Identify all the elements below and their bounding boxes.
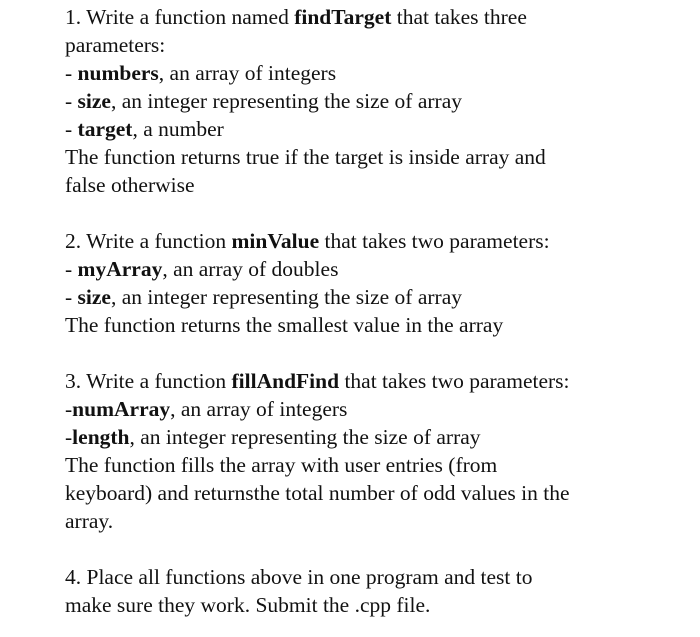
q2-param-size (65, 283, 685, 311)
spacer (65, 199, 685, 227)
q3-param-numarray (65, 395, 685, 423)
q4-line-2: make sure they work. Submit the .cpp file. (65, 593, 431, 617)
q2-param-desc: , an integer representing the size of array (110, 285, 462, 309)
q3-return-line-2: keyboard) and returnsthe total number of odd values in the (65, 481, 570, 505)
q1-param-numbers (65, 59, 685, 87)
q1-function-name: findTarget (294, 5, 392, 29)
q1-param-size (65, 87, 685, 115)
q2-heading-line (65, 227, 685, 255)
q1-intro-tail: that takes three (391, 5, 527, 29)
q3-return-line-3: array. (65, 509, 114, 533)
q3-param-dash: - (65, 397, 73, 421)
q3-return-line-1: The function fills the array with user entries (from (65, 453, 498, 477)
spacer (65, 535, 685, 563)
q2-param-desc: , an array of doubles (162, 257, 339, 281)
q3-heading-line (65, 367, 685, 395)
q3-function-name: fillAndFind (231, 369, 340, 393)
q3-param-dash: - (65, 425, 73, 449)
q1-return-line-2: false otherwise (65, 173, 195, 197)
spacer (65, 339, 685, 367)
q4-line-1: 4. Place all functions above in one program and test to (65, 565, 533, 589)
q1-param-dash: - (65, 117, 78, 141)
q3-param-desc: , an array of integers (170, 397, 348, 421)
q2-param-name: size (77, 285, 111, 309)
q2-param-myarray (65, 255, 685, 283)
q1-param-name: size (77, 89, 111, 113)
q3-intro-tail: that takes two parameters: (339, 369, 570, 393)
q2-intro-text: 2. Write a function (65, 229, 232, 253)
q1-param-desc: , an array of integers (158, 61, 337, 85)
q3-param-desc: , an integer representing the size of array (129, 425, 481, 449)
q3-param-length (65, 423, 685, 451)
q1-param-dash: - (65, 61, 78, 85)
q3-param-name: numArray (72, 397, 171, 421)
q2-param-dash: - (65, 285, 78, 309)
q1-param-desc: , a number (132, 117, 224, 141)
q1-return-line-1: The function returns true if the target is inside array and (65, 145, 546, 169)
q2-function-name: minValue (231, 229, 320, 253)
q2-param-name: myArray (77, 257, 163, 281)
q1-heading-line (65, 3, 685, 31)
assignment-document (65, 3, 685, 619)
q1-param-dash: - (65, 89, 78, 113)
q1-param-desc: , an integer representing the size of array (110, 89, 462, 113)
q1-intro-text: 1. Write a function named (65, 5, 295, 29)
q2-return-line-1: The function returns the smallest value in the array (65, 313, 504, 337)
q3-param-name: length (72, 425, 130, 449)
q1-param-name: numbers (77, 61, 159, 85)
q1-param-name: target (77, 117, 133, 141)
q2-param-dash: - (65, 257, 78, 281)
q2-intro-tail: that takes two parameters: (319, 229, 550, 253)
q1-parameters-label: parameters: (65, 33, 166, 57)
q3-intro-text: 3. Write a function (65, 369, 232, 393)
q1-param-target (65, 115, 685, 143)
